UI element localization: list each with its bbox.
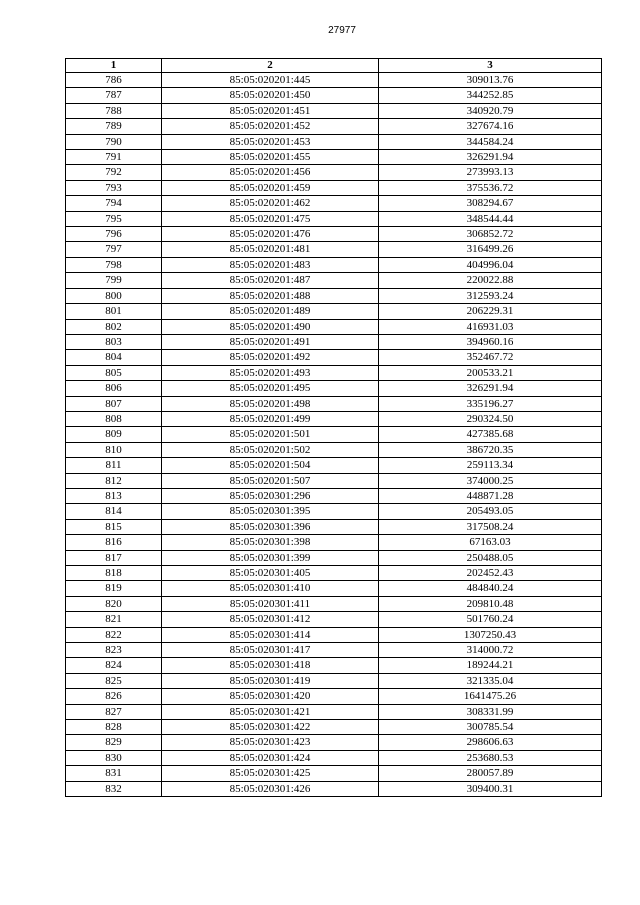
table-row [66,411,602,426]
cadastral-number-cell: 85:05:020201:462 [162,196,379,211]
table-row [66,550,602,565]
cadastral-number-cell: 85:05:020301:424 [162,750,379,765]
cadastral-number-cell: 85:05:020301:412 [162,612,379,627]
value-cell: 200533.21 [379,365,602,380]
row-number-cell: 817 [66,550,162,565]
cadastral-number-cell: 85:05:020201:490 [162,319,379,334]
row-number-cell: 799 [66,273,162,288]
value-cell: 209810.48 [379,596,602,611]
value-cell: 386720.35 [379,442,602,457]
cadastral-number-cell: 85:05:020201:492 [162,350,379,365]
value-cell: 220022.88 [379,273,602,288]
row-number-cell: 798 [66,257,162,272]
value-cell: 1641475.26 [379,689,602,704]
table-row [66,365,602,380]
table-row [66,227,602,242]
table-row [66,381,602,396]
table-row [66,704,602,719]
table-row [66,612,602,627]
value-cell: 374000.25 [379,473,602,488]
value-cell: 326291.94 [379,381,602,396]
cadastral-number-cell: 85:05:020301:420 [162,689,379,704]
row-number-cell: 812 [66,473,162,488]
value-cell: 327674.16 [379,119,602,134]
cadastral-number-cell: 85:05:020201:488 [162,288,379,303]
table-row [66,781,602,796]
value-cell: 344252.85 [379,88,602,103]
value-cell: 375536.72 [379,180,602,195]
table-row [66,350,602,365]
column-header-2: 2 [162,59,379,73]
value-cell: 309400.31 [379,781,602,796]
row-number-cell: 826 [66,689,162,704]
value-cell: 280057.89 [379,766,602,781]
value-cell: 404996.04 [379,257,602,272]
value-cell: 206229.31 [379,304,602,319]
cadastral-number-cell: 85:05:020201:459 [162,180,379,195]
cadastral-number-cell: 85:05:020201:493 [162,365,379,380]
row-number-cell: 829 [66,735,162,750]
table-row [66,720,602,735]
row-number-cell: 820 [66,596,162,611]
table-row [66,504,602,519]
page-number: 27977 [328,25,356,36]
value-cell: 250488.05 [379,550,602,565]
table-row [66,427,602,442]
value-cell: 326291.94 [379,150,602,165]
table-row [66,88,602,103]
table-row [66,766,602,781]
row-number-cell: 788 [66,103,162,118]
value-cell: 290324.50 [379,411,602,426]
row-number-cell: 789 [66,119,162,134]
cadastral-number-cell: 85:05:020301:425 [162,766,379,781]
table-row [66,673,602,688]
row-number-cell: 807 [66,396,162,411]
cadastral-number-cell: 85:05:020301:399 [162,550,379,565]
row-number-cell: 793 [66,180,162,195]
cadastral-number-cell: 85:05:020301:296 [162,488,379,503]
row-number-cell: 801 [66,304,162,319]
row-number-cell: 823 [66,643,162,658]
cadastral-number-cell: 85:05:020201:502 [162,442,379,457]
row-number-cell: 787 [66,88,162,103]
value-cell: 253680.53 [379,750,602,765]
value-cell: 300785.54 [379,720,602,735]
row-number-cell: 816 [66,535,162,550]
cadastral-number-cell: 85:05:020201:498 [162,396,379,411]
value-cell: 344584.24 [379,134,602,149]
cadastral-number-cell: 85:05:020201:450 [162,88,379,103]
table-row [66,750,602,765]
table-row [66,643,602,658]
cadastral-number-cell: 85:05:020201:475 [162,211,379,226]
row-number-cell: 832 [66,781,162,796]
cadastral-number-cell: 85:05:020301:398 [162,535,379,550]
row-number-cell: 815 [66,519,162,534]
table-row [66,535,602,550]
cadastral-number-cell: 85:05:020301:405 [162,566,379,581]
cadastral-number-cell: 85:05:020301:411 [162,596,379,611]
row-number-cell: 830 [66,750,162,765]
cadastral-number-cell: 85:05:020201:495 [162,381,379,396]
table-row [66,519,602,534]
value-cell: 189244.21 [379,658,602,673]
table-row [66,119,602,134]
row-number-cell: 824 [66,658,162,673]
cadastral-number-cell: 85:05:020201:501 [162,427,379,442]
value-cell: 316499.26 [379,242,602,257]
column-header-1: 1 [66,59,162,73]
cadastral-number-cell: 85:05:020301:418 [162,658,379,673]
cadastral-number-cell: 85:05:020201:504 [162,458,379,473]
table-header [66,59,602,73]
table-row [66,627,602,642]
row-number-cell: 805 [66,365,162,380]
value-cell: 321335.04 [379,673,602,688]
data-table [65,58,602,797]
row-number-cell: 803 [66,334,162,349]
row-number-cell: 796 [66,227,162,242]
row-number-cell: 800 [66,288,162,303]
row-number-cell: 819 [66,581,162,596]
row-number-cell: 804 [66,350,162,365]
table-row [66,180,602,195]
value-cell: 309013.76 [379,73,602,88]
table-row [66,658,602,673]
value-cell: 273993.13 [379,165,602,180]
row-number-cell: 821 [66,612,162,627]
table-row [66,273,602,288]
table-row [66,103,602,118]
row-number-cell: 802 [66,319,162,334]
table-row [66,473,602,488]
table-row [66,211,602,226]
table-row [66,735,602,750]
value-cell: 352467.72 [379,350,602,365]
table-row [66,73,602,88]
header-row [66,59,602,73]
cadastral-number-cell: 85:05:020201:487 [162,273,379,288]
row-number-cell: 792 [66,165,162,180]
cadastral-number-cell: 85:05:020201:453 [162,134,379,149]
row-number-cell: 831 [66,766,162,781]
table-row [66,242,602,257]
table-row [66,689,602,704]
cadastral-number-cell: 85:05:020201:507 [162,473,379,488]
table-row [66,581,602,596]
cadastral-number-cell: 85:05:020201:489 [162,304,379,319]
value-cell: 308294.67 [379,196,602,211]
value-cell: 314000.72 [379,643,602,658]
cadastral-number-cell: 85:05:020301:421 [162,704,379,719]
value-cell: 202452.43 [379,566,602,581]
cadastral-number-cell: 85:05:020201:452 [162,119,379,134]
cadastral-number-cell: 85:05:020301:423 [162,735,379,750]
table-row [66,196,602,211]
table-row [66,458,602,473]
value-cell: 1307250.43 [379,627,602,642]
row-number-cell: 818 [66,566,162,581]
row-number-cell: 827 [66,704,162,719]
value-cell: 205493.05 [379,504,602,519]
cadastral-number-cell: 85:05:020201:455 [162,150,379,165]
row-number-cell: 797 [66,242,162,257]
value-cell: 416931.03 [379,319,602,334]
row-number-cell: 794 [66,196,162,211]
table-row [66,566,602,581]
row-number-cell: 786 [66,73,162,88]
row-number-cell: 828 [66,720,162,735]
value-cell: 67163.03 [379,535,602,550]
row-number-cell: 811 [66,458,162,473]
value-cell: 348544.44 [379,211,602,226]
table-row [66,596,602,611]
row-number-cell: 822 [66,627,162,642]
table-row [66,165,602,180]
cadastral-number-cell: 85:05:020201:491 [162,334,379,349]
cadastral-number-cell: 85:05:020201:476 [162,227,379,242]
row-number-cell: 814 [66,504,162,519]
column-header-3: 3 [379,59,602,73]
table-row [66,334,602,349]
value-cell: 448871.28 [379,488,602,503]
row-number-cell: 813 [66,488,162,503]
value-cell: 308331.99 [379,704,602,719]
table-row [66,150,602,165]
value-cell: 394960.16 [379,334,602,349]
cadastral-number-cell: 85:05:020301:417 [162,643,379,658]
cadastral-number-cell: 85:05:020301:422 [162,720,379,735]
table-row [66,257,602,272]
table-row [66,442,602,457]
cadastral-number-cell: 85:05:020301:419 [162,673,379,688]
row-number-cell: 790 [66,134,162,149]
cadastral-number-cell: 85:05:020301:395 [162,504,379,519]
row-number-cell: 806 [66,381,162,396]
table-row [66,304,602,319]
table-row [66,488,602,503]
value-cell: 317508.24 [379,519,602,534]
value-cell: 298606.63 [379,735,602,750]
table-row [66,319,602,334]
row-number-cell: 795 [66,211,162,226]
cadastral-number-cell: 85:05:020201:451 [162,103,379,118]
table-row [66,288,602,303]
row-number-cell: 809 [66,427,162,442]
value-cell: 312593.24 [379,288,602,303]
value-cell: 501760.24 [379,612,602,627]
value-cell: 484840.24 [379,581,602,596]
row-number-cell: 808 [66,411,162,426]
value-cell: 427385.68 [379,427,602,442]
row-number-cell: 810 [66,442,162,457]
table-row [66,134,602,149]
value-cell: 306852.72 [379,227,602,242]
cadastral-number-cell: 85:05:020201:483 [162,257,379,272]
row-number-cell: 791 [66,150,162,165]
value-cell: 335196.27 [379,396,602,411]
value-cell: 340920.79 [379,103,602,118]
cadastral-number-cell: 85:05:020301:414 [162,627,379,642]
cadastral-number-cell: 85:05:020301:426 [162,781,379,796]
cadastral-number-cell: 85:05:020301:410 [162,581,379,596]
table-body [66,73,602,797]
cadastral-number-cell: 85:05:020201:481 [162,242,379,257]
cadastral-number-cell: 85:05:020201:445 [162,73,379,88]
cadastral-number-cell: 85:05:020201:456 [162,165,379,180]
cadastral-number-cell: 85:05:020301:396 [162,519,379,534]
cadastral-number-cell: 85:05:020201:499 [162,411,379,426]
table-row [66,396,602,411]
row-number-cell: 825 [66,673,162,688]
value-cell: 259113.34 [379,458,602,473]
